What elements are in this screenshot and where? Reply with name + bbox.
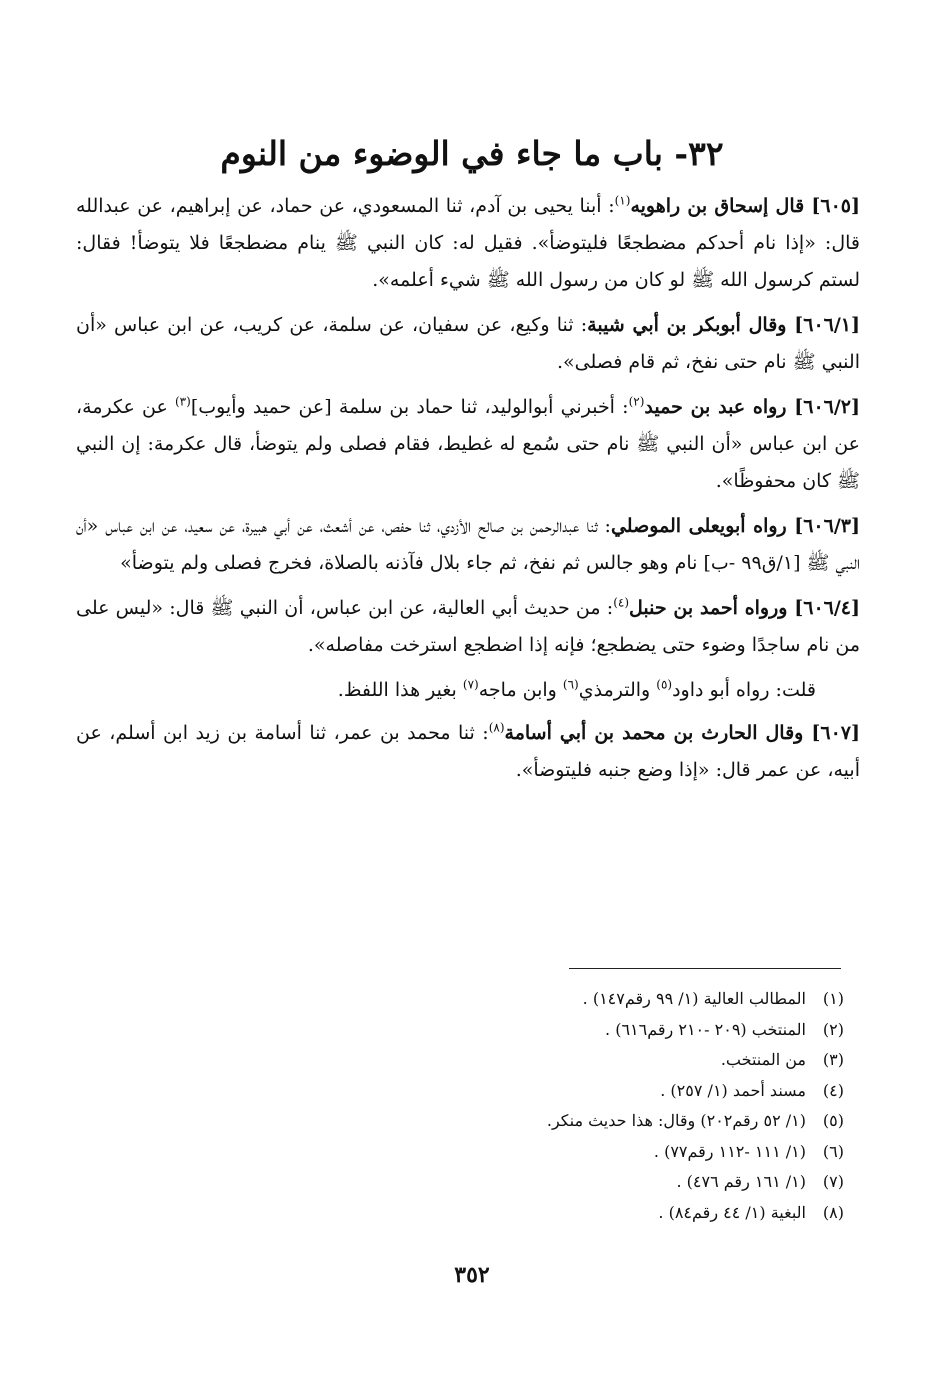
- author-note: [76, 672, 860, 709]
- footnote-number: (٧): [822, 1172, 844, 1191]
- entry-text: : ثنا محمد بن عمر، ثنا أسامة بن زيد ابن أسلم، عن أبيه، عن عمر قال: «إذا وضع جنبه فليتوضأ».: [76, 722, 860, 781]
- entry-lead: [٦٠٧] وقال الحارث بن محمد بن أبي أسامة: [504, 722, 860, 744]
- footnote-item: [100, 984, 844, 1015]
- footnote-text: المطالب العالية (١/ ٩٩ رقم١٤٧) .: [582, 989, 806, 1008]
- entry-lead: [٦٠٦/١] وقال أبوبكر بن أبي شيبة: [587, 314, 860, 336]
- footnote-item: [100, 1167, 844, 1198]
- footnote-number: (٦): [822, 1141, 844, 1161]
- footnote-text: المنتخب (٢٠٩ -٢١٠ رقم٦١٦) .: [605, 1019, 806, 1039]
- footnote-number: (٣): [822, 1050, 844, 1069]
- footnote-number: (٤): [822, 1080, 844, 1100]
- footnote-item: [100, 1198, 844, 1229]
- main-text: [76, 188, 860, 797]
- hadith-entry-606-4: [76, 590, 860, 664]
- footnote-text: مسند أحمد (١/ ٢٥٧) .: [660, 1080, 806, 1100]
- footnote-separator: [569, 968, 841, 969]
- footnote-number: (١): [822, 989, 844, 1008]
- entry-lead: [٦٠٦/٤] ورواه أحمد بن حنبل: [629, 597, 861, 619]
- entry-text: : ثنا وكيع، عن سفيان، عن سلمة، عن كريب، عن ابن عباس «أن النبي ﷺ نام حتى نفخ، ثم قام فصلى».: [76, 314, 860, 373]
- footnote-text: من المنتخب.: [720, 1050, 806, 1069]
- footnote-item: [100, 1015, 844, 1046]
- footnote-text: (١/ ١٦١ رقم ٤٧٦) .: [676, 1172, 806, 1191]
- entry-text: : أبنا يحيى بن آدم، ثنا المسعودي، عن حماد، عن إبراهيم، عن عبدالله قال: «إذا نام أحدكم مضطجعًا فليتوضأ». فقيل له: كان النبي ﷺ ينام مضطجعًا فلا يتوضأ! فقال: لستم كرسول الله ﷺ لو كان من رسول الله ﷺ شيء أعلمه».: [76, 195, 860, 291]
- entry-lead: [٦٠٦/٢] رواه عبد بن حميد: [644, 396, 860, 418]
- footnote-number: (٢): [822, 1019, 844, 1039]
- hadith-entry-607: [76, 715, 860, 789]
- entry-lead: [٦٠٦/٣] رواه أبويعلى الموصلي: [610, 515, 860, 537]
- hadith-entry-605: [76, 188, 860, 299]
- note-text: بغير هذا اللفظ.: [337, 679, 463, 701]
- note-text: والترمذي: [578, 679, 657, 701]
- chapter-title: ٣٢- باب ما جاء في الوضوء من النوم: [220, 134, 724, 174]
- footnote-item: [100, 1137, 844, 1168]
- footnote-ref: (٨): [488, 720, 505, 735]
- footnote-ref: (٤): [613, 595, 630, 610]
- page-number: ٣٥٢: [454, 1262, 490, 1288]
- footnote-item: [100, 1106, 844, 1137]
- footnote-text: البغية (١/ ٤٤ رقم٨٤) .: [658, 1202, 806, 1222]
- hadith-entry-606-2: [76, 389, 860, 500]
- footnote-text: (١/ ٥٢ رقم٢٠٢) وقال: هذا حديث منكر.: [546, 1111, 806, 1130]
- entry-text: : أخبرني أبوالوليد، ثنا حماد بن سلمة [عن حميد وأيوب]: [190, 396, 629, 418]
- hadith-entry-606-1: [76, 307, 860, 381]
- entry-lead: [٦٠٥] قال إسحاق بن راهويه: [630, 195, 860, 217]
- footnote-text: (١/ ١١١ -١١٢ رقم٧٧) .: [653, 1141, 806, 1161]
- entry-text-continued: عن عكرمة، عن ابن عباس «أن النبي ﷺ نام حتى سُمع له غطيط، فقام فصلى ولم يتوضأ، قال عكرمة: إن النبي ﷺ كان محفوظًا».: [76, 396, 860, 492]
- footnote-item: [100, 1076, 844, 1107]
- footnote-ref: (٥): [656, 677, 673, 692]
- footnote-ref: (٢): [628, 394, 645, 409]
- footnote-number: (٥): [822, 1111, 844, 1130]
- entry-text: : من حديث أبي العالية، عن ابن عباس، أن النبي ﷺ قال: «ليس على من نام ساجدًا وضوء حتى يضطجع؛ فإنه إذا اضطجع استرخت مفاصله».: [76, 597, 860, 656]
- footnote-ref: (١): [614, 193, 631, 208]
- hadith-entry-606-3: [76, 508, 860, 582]
- note-text: وابن ماجه: [478, 679, 563, 701]
- footnotes: [100, 984, 844, 1228]
- footnote-ref: (٣): [174, 394, 191, 409]
- footnote-ref: (٧): [462, 677, 479, 692]
- entry-text: : ثنا عبدالرحمن بن صالح الأزدي، ثنا حفص، عن أشعث، عن أبي هبيرة، عن سعيد، عن ابن عباس «أن النبي ﷺ [١/ق٩٩ -ب] نام وهو جالس ثم نفخ، ثم جاء بلال فآذنه بالصلاة، فخرج فصلى ولم يتوضأ»: [76, 515, 860, 574]
- footnote-item: [100, 1045, 844, 1076]
- footnote-number: (٨): [822, 1202, 844, 1222]
- note-text: قلت: رواه أبو داود: [672, 679, 816, 701]
- footnote-ref: (٦): [562, 677, 579, 692]
